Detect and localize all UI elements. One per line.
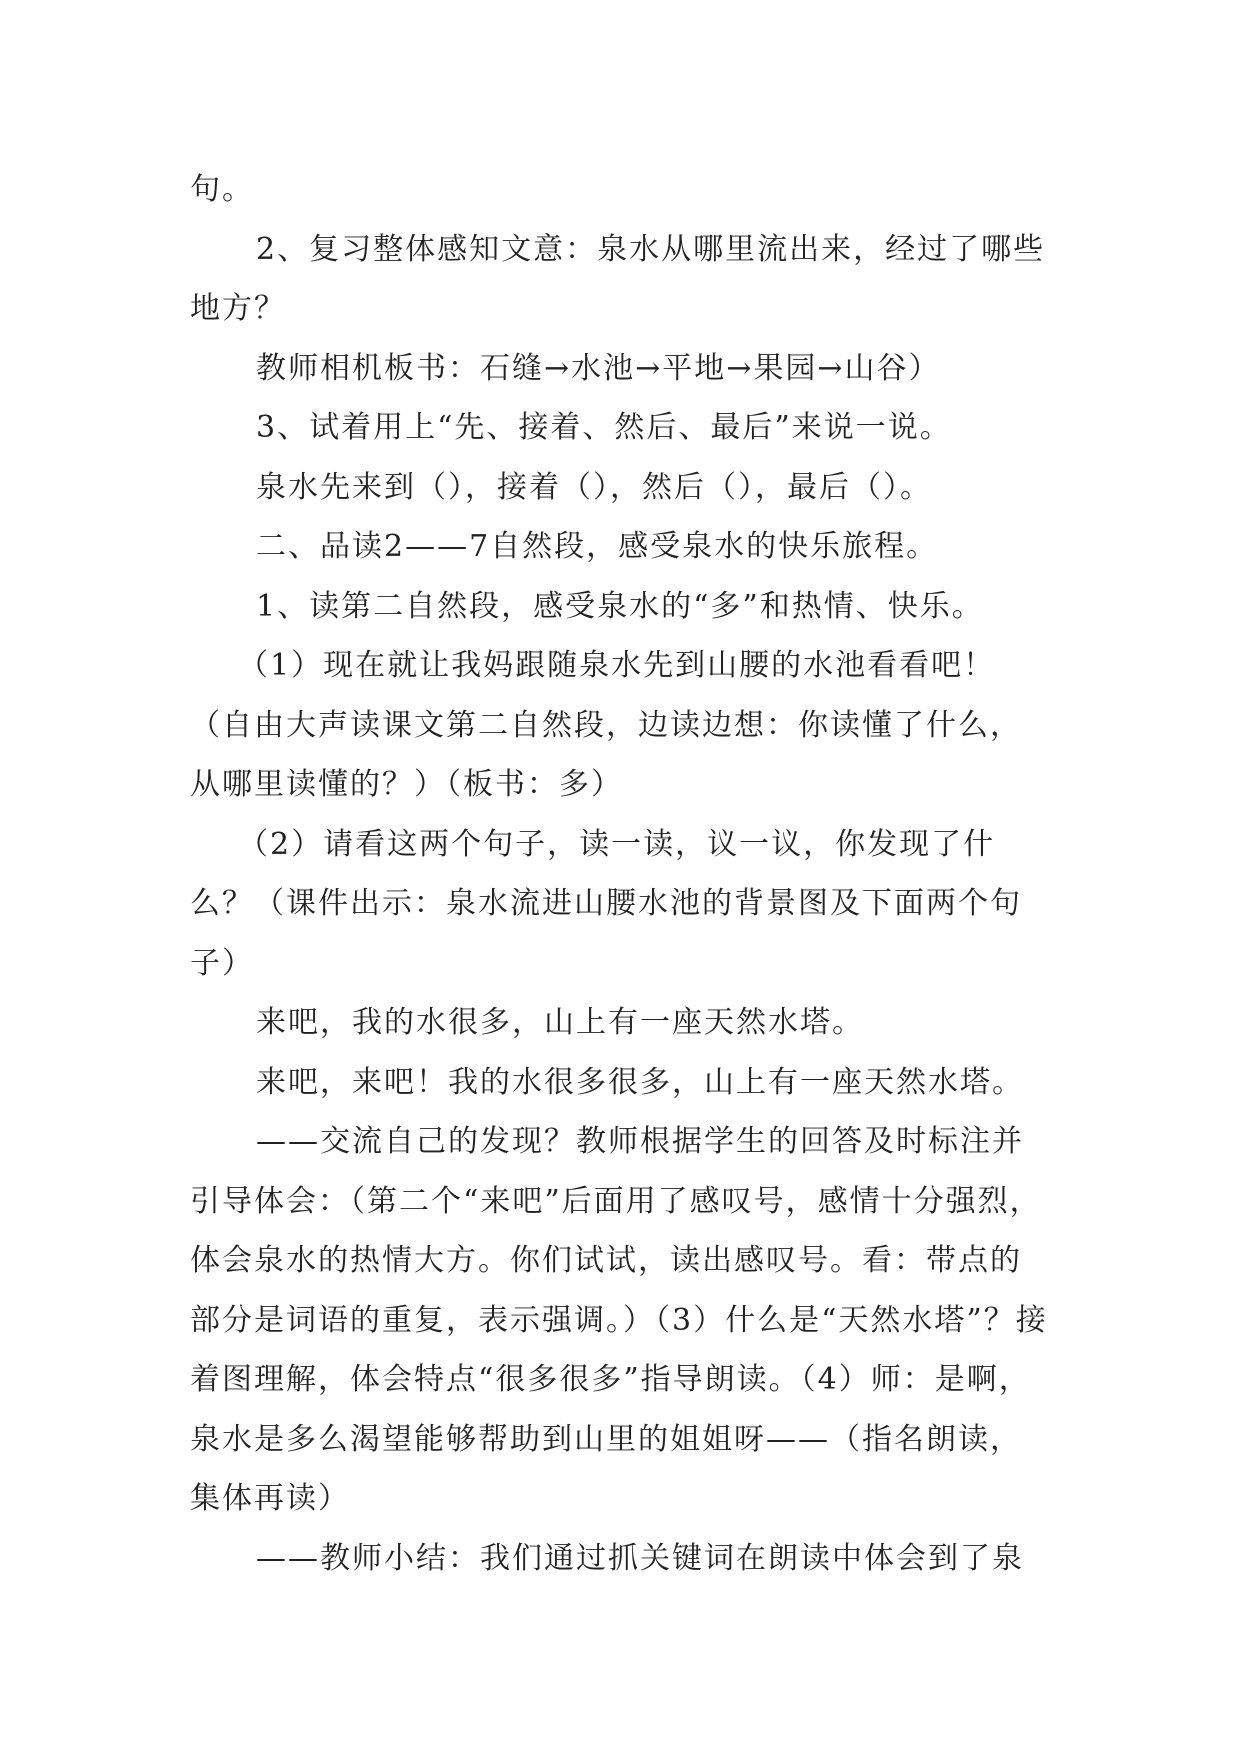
- paragraph-teacher-summary: ——教师小结：我们通过抓关键词在朗读中体会到了泉: [256, 1540, 1024, 1576]
- paragraph-step-one: 1、读第二自然段，感受泉水的“多”和热情、快乐。: [256, 588, 984, 624]
- paragraph-review-question: 2、复习整体感知文意：泉水从哪里流出来，经过了哪些地方？: [190, 231, 1046, 326]
- section-heading: 二、品读2——7自然段，感受泉水的快乐旅程。: [256, 529, 939, 564]
- paragraph-step-one-part-1: （1）现在就让我妈跟随泉水先到山腰的水池看看吧！（自由大声读课文第二自然段，边读边想：你读懂了什么，从哪里读懂的？）（板书：多）: [190, 648, 1022, 802]
- paragraph-step-one-part-2: （2）请看这两个句子，读一读，议一议，你发现了什么？（课件出示：泉水流进山腰水池的背景图及下面两个句子）: [190, 826, 1022, 981]
- paragraph-fill-blanks: 泉水先来到（），接着（），然后（），最后（）。: [256, 469, 932, 505]
- paragraph-blackboard-notes: 教师相机板书：石缝→水池→平地→果园→山谷）: [256, 350, 941, 386]
- document-body: [190, 160, 1050, 1588]
- example-sentence-1: 来吧，我的水很多，山上有一座天然水塔。: [256, 1005, 864, 1040]
- example-sentence-2: 来吧，来吧！我的水很多很多，山上有一座天然水塔。: [256, 1064, 1024, 1100]
- paragraph-continuation: 句。: [190, 172, 254, 207]
- paragraph-sequence-words: 3、试着用上“先、接着、然后、最后”来说一说。: [256, 410, 952, 445]
- paragraph-discussion: ——交流自己的发现？教师根据学生的回答及时标注并引导体会：（第二个“来吧”后面用了感叹号，感情十分强烈，体会泉水的热情大方。你们试试，读出感叹号。看：带点的部分是词语的重复，表示强调。）（3）什么是“天然水塔”？接着图理解，体会特点“很多很多”指导朗读。（4）师：是啊，泉水是多么渴望能够帮助到山里的姐姐呀——（指名朗读，集体再读）: [190, 1124, 1048, 1516]
